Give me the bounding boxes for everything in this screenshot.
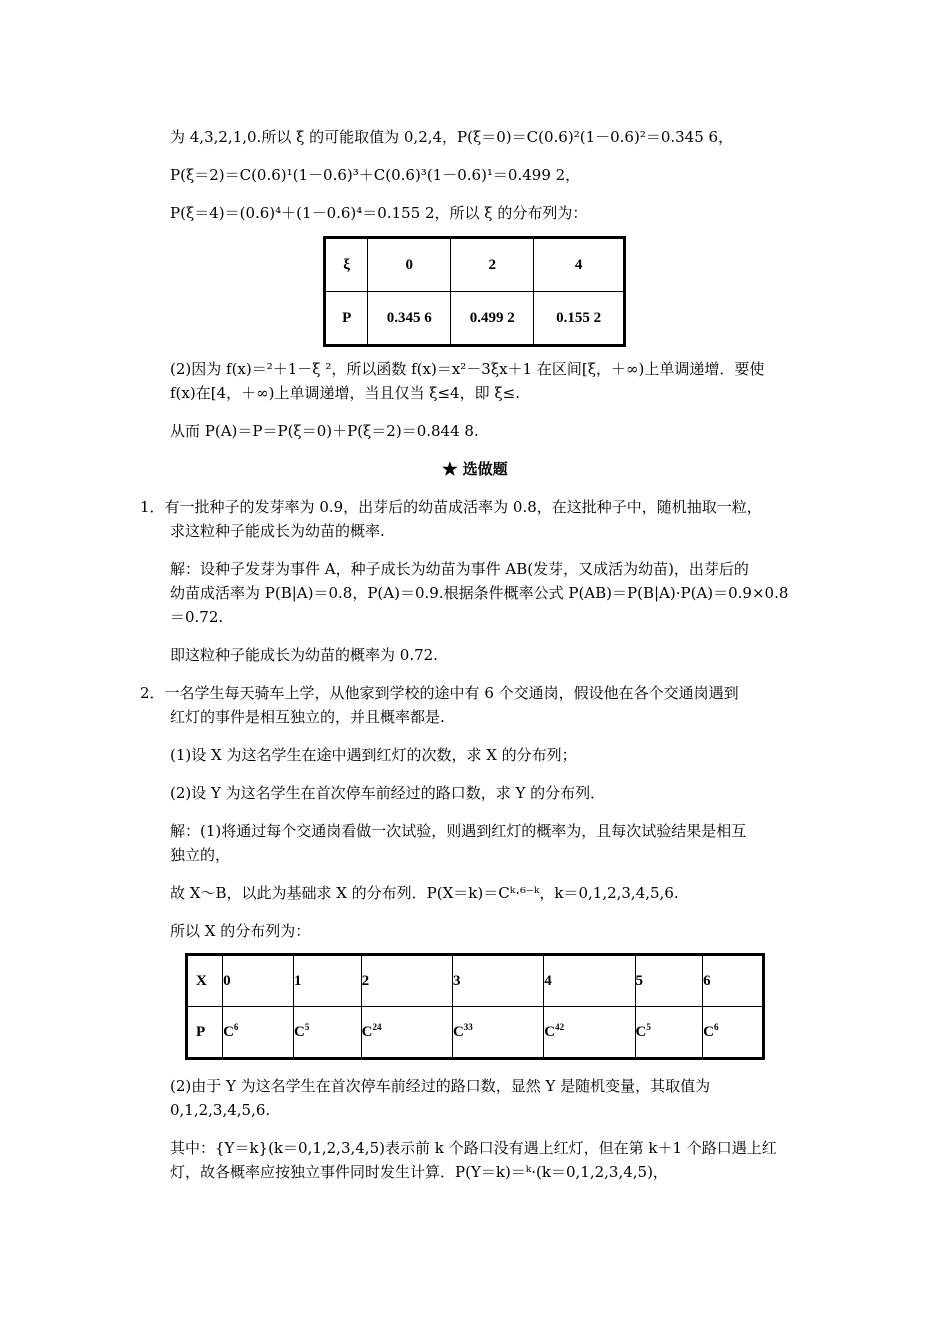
distribution-table-xi <box>323 236 626 347</box>
table-cell: 2 <box>361 955 452 1007</box>
table-cell: $C^{24}$ <box>361 1007 452 1059</box>
solution-line: 解：设种子发芽为事件 A，种子成长为幼苗为事件 AB(发芽，又成活为幼苗)，出芽后的 <box>170 560 749 578</box>
table-cell: $C^{42}$ <box>544 1007 635 1059</box>
solution-line: 即这粒种子能成长为幼苗的概率为 0.72. <box>170 646 438 664</box>
table-header-row <box>187 955 764 1007</box>
table-cell: P <box>325 292 368 346</box>
solution-line: ＝0.72. <box>170 608 224 626</box>
table-cell: ξ <box>325 238 368 292</box>
text-line: 灯，故各概率应按独立事件同时发生计算．P(Y＝k)＝ᵏ·(k＝0,1,2,3,4,5)， <box>170 1163 668 1181</box>
section-title: ★ 选做题 <box>442 460 508 478</box>
text-line: P(ξ＝4)＝(0.6)⁴＋(1－0.6)⁴＝0.155 2，所以 ξ 的分布列为： <box>170 204 588 222</box>
text-line: 其中：{Y＝k}(k＝0,1,2,3,4,5)表示前 k 个路口没有遇上红灯，但在第 k＋1 个路口遇上红 <box>170 1139 777 1157</box>
table-cell: 0 <box>223 955 294 1007</box>
table-row <box>325 292 625 346</box>
question-1: 1．有一批种子的发芽率为 0.9，出芽后的幼苗成活率为 0.8，在这批种子中，随机抽取一粒， <box>140 498 762 516</box>
solution-line: 解：(1)将通过每个交通岗看做一次试验，则遇到红灯的概率为，且每次试验结果是相互 <box>170 822 747 840</box>
table-cell: 2 <box>451 238 534 292</box>
table-cell: 0.155 2 <box>534 292 625 346</box>
text-line: (2)由于 Y 为这名学生在首次停车前经过的路口数，显然 Y 是随机变量，其取值为 <box>170 1077 711 1095</box>
table-cell: $C^6$ <box>703 1007 764 1059</box>
table-cell: $C^{33}$ <box>452 1007 543 1059</box>
table-cell: 6 <box>703 955 764 1007</box>
text-line: P(ξ＝2)＝C(0.6)¹(1－0.6)³＋C(0.6)³(1－0.6)¹＝0.499 2， <box>170 166 581 184</box>
table-cell: 4 <box>534 238 625 292</box>
table-cell: X <box>187 955 223 1007</box>
solution-line: 幼苗成活率为 P(B|A)＝0.8，P(A)＝0.9.根据条件概率公式 P(AB)＝P(B|A)·P(A)＝0.9×0.8 <box>170 584 789 602</box>
text-line: 红灯的事件是相互独立的，并且概率都是. <box>170 708 445 726</box>
table-cell: $C^6$ <box>223 1007 294 1059</box>
table-cell: $C^5$ <box>635 1007 703 1059</box>
text-line: f(x)在[4，＋∞)上单调递增，当且仅当 ξ≤4，即 ξ≤. <box>170 384 520 402</box>
table-row <box>187 1007 764 1059</box>
table-cell: 0 <box>368 238 451 292</box>
table-cell: 1 <box>294 955 362 1007</box>
text-line: 0,1,2,3,4,5,6. <box>170 1101 271 1119</box>
solution-line: 故 X～B，以此为基础求 X 的分布列．P(X＝k)＝Cᵏ·⁶⁻ᵏ，k＝0,1,2,3,4,5,6. <box>170 884 679 902</box>
table-cell: 0.499 2 <box>451 292 534 346</box>
table-cell: $C^5$ <box>294 1007 362 1059</box>
table-cell: 5 <box>635 955 703 1007</box>
table-cell: 0.345 6 <box>368 292 451 346</box>
table-header-row <box>325 238 625 292</box>
table-cell: 4 <box>544 955 635 1007</box>
text-line: 为 4,3,2,1,0.所以 ξ 的可能取值为 0,2,4，P(ξ＝0)＝C(0.6)²(1－0.6)²＝0.345 6， <box>170 128 734 146</box>
solution-line: 独立的， <box>170 846 231 864</box>
text-line: (2)设 Y 为这名学生在首次停车前经过的路口数，求 Y 的分布列． <box>170 784 606 802</box>
text-line: 求这粒种子能成长为幼苗的概率. <box>170 522 385 540</box>
text-line: (2)因为 f(x)＝²＋1－ξ ²，所以函数 f(x)＝x²－3ξx＋1 在区间[ξ，＋∞)上单调递增．要使 <box>170 360 765 378</box>
solution-line: 所以 X 的分布列为： <box>170 922 311 940</box>
question-2: 2．一名学生每天骑车上学，从他家到学校的途中有 6 个交通岗，假设他在各个交通岗遇到 <box>140 684 739 702</box>
table-cell: P <box>187 1007 223 1059</box>
distribution-table-x <box>185 953 765 1060</box>
table-cell: 3 <box>452 955 543 1007</box>
text-line: 从而 P(A)＝P＝P(ξ＝0)＋P(ξ＝2)＝0.844 8. <box>170 422 479 440</box>
text-line: (1)设 X 为这名学生在途中遇到红灯的次数，求 X 的分布列； <box>170 746 577 764</box>
